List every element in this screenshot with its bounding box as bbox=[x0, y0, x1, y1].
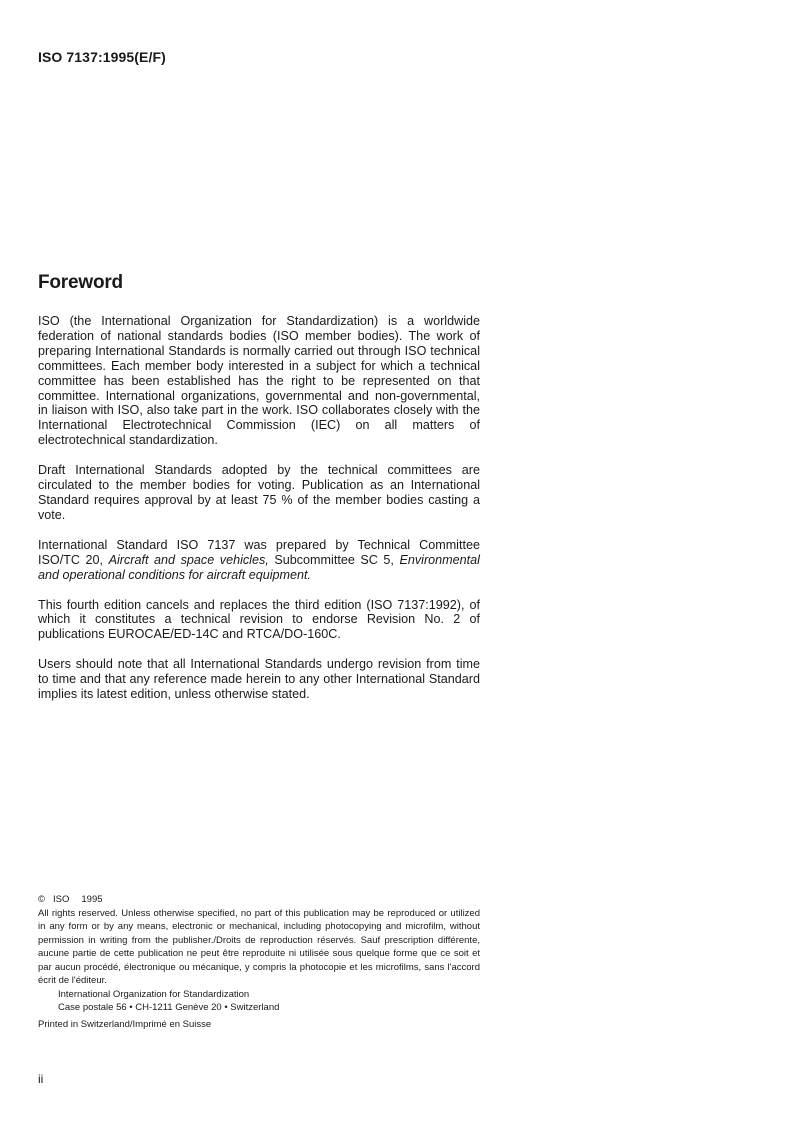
publisher-address: Case postale 56 • CH-1211 Genève 20 • Switzerland bbox=[58, 1002, 280, 1013]
committee-name: Aircraft and space vehicles, bbox=[108, 552, 269, 567]
foreword-paragraph-drafts: Draft International Standards adopted by the technical committees are circulated to the member bodies for voting. Publication as an International Standard requires approval by at least 75 % of the member bodies casting a vote. bbox=[38, 463, 480, 522]
copyright-line bbox=[38, 893, 480, 907]
rights-statement: All rights reserved. Unless otherwise specified, no part of this publication may be reproduced or utilized in any form or by any means, electronic or mechanical, including photocopying and microfilm, without permission in writing from the publisher./Droits de reproduction réservés. Sauf prescription différente, aucune partie de cette publication ne peut être reproduite ni utilisée sous quelque forme que ce soit et par aucun procédé, électronique ou mécanique, y compris la photocopie et les microfilms, sans l'accord écrit de l'éditeur. bbox=[38, 907, 480, 986]
printed-in: Printed in Switzerland/Imprimé en Suisse bbox=[38, 1018, 212, 1030]
publisher-organization: International Organization for Standardization bbox=[58, 988, 250, 1000]
foreword-paragraph-committee bbox=[38, 538, 480, 583]
copyright-symbol: © bbox=[38, 894, 45, 905]
foreword-body bbox=[38, 314, 480, 702]
copyright-year: 1995 bbox=[81, 894, 103, 905]
committee-text-2: Subcommittee SC 5, bbox=[268, 552, 400, 567]
foreword-paragraph-edition: This fourth edition cancels and replaces the third edition (ISO 7137:1992), of which it constitutes a technical revision to endorse Revision No. 2 of publications EUROCAE/ED-14C and RTCA/DO-160C. bbox=[38, 597, 480, 642]
document-id: ISO 7137:1995(E/F) bbox=[38, 49, 166, 65]
copyright-block bbox=[38, 893, 480, 1031]
copyright-owner: ISO bbox=[53, 894, 70, 905]
foreword-paragraph-revision: Users should note that all International Standards undergo revision from time to time and that any reference made herein to any other International Standard implies its latest edition, unless otherwise stated. bbox=[38, 657, 480, 702]
page-number: ii bbox=[38, 1072, 44, 1086]
foreword-paragraph-iso: ISO (the International Organization for Standardization) is a worldwide federation of national standards bodies (ISO member bodies). The work of preparing International Standards is normally carried out through ISO technical committees. Each member body interested in a subject for which a technical committee has been established has the right to be represented on that committee. International organizations, governmental and non-governmental, in liaison with ISO, also take part in the work. ISO collaborates closely with the International Electrotechnical Commission (IEC) on all matters of electrotechnical standardization. bbox=[38, 314, 480, 448]
foreword-heading: Foreword bbox=[38, 272, 123, 293]
committee-text-1: International Standard ISO 7137 was prepared by Technical Committee ISO/TC 20, bbox=[38, 537, 480, 567]
subcommittee-name: Environmental and operational conditions for aircraft equipment. bbox=[38, 552, 480, 582]
